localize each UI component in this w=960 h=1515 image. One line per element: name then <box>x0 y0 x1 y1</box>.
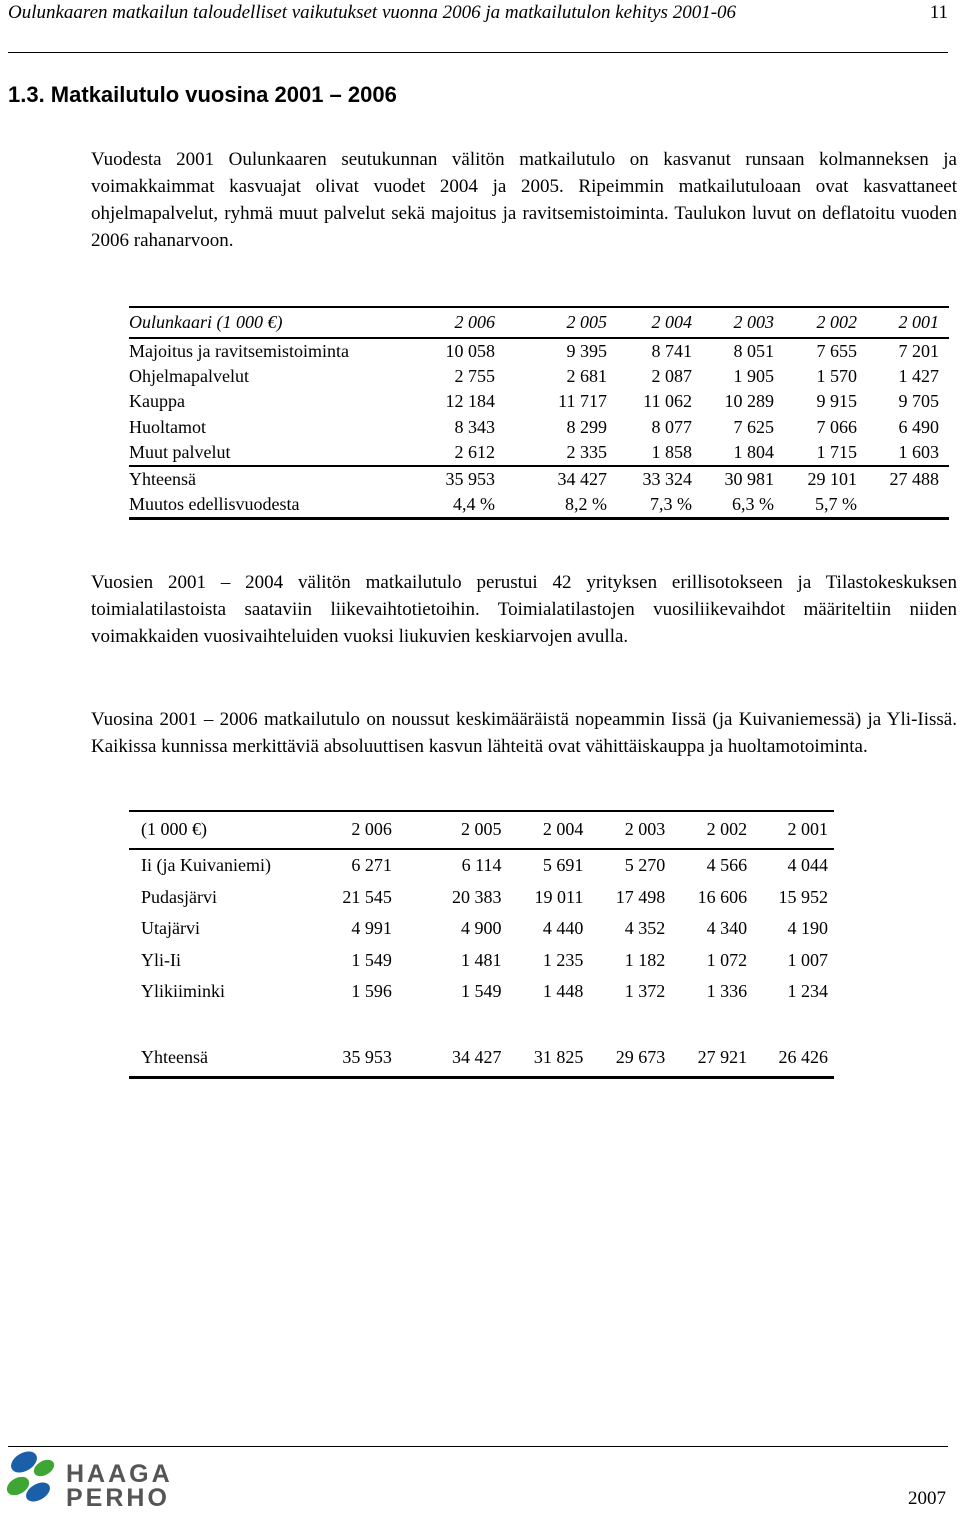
table-total-row <box>129 466 949 492</box>
table-cell: 7 625 <box>733 416 774 437</box>
table-cell: 29 101 <box>784 466 867 492</box>
row-label: Ohjelmapalvelut <box>129 366 249 387</box>
table-cell: 16 606 <box>697 886 748 907</box>
table-header-cell: 2 006 <box>419 307 505 338</box>
table-row <box>129 945 834 977</box>
table-cell: 2 612 <box>454 441 495 462</box>
table-cell: 34 427 <box>398 1041 508 1078</box>
table-cell: 1 007 <box>787 949 828 970</box>
table-change-row <box>129 492 949 519</box>
table-cell: 4 440 <box>542 918 584 938</box>
table-cell: 5 270 <box>624 855 666 875</box>
table-header-cell: Oulunkaari (1 000 €) <box>129 307 419 338</box>
table-cell: 4 566 <box>706 855 748 875</box>
table-cell: 4 991 <box>351 918 392 938</box>
table-cell: 6,3 % <box>702 492 784 519</box>
table-cell: 5,7 % <box>784 492 867 519</box>
footer-rule <box>8 1446 948 1447</box>
row-label: Ylikiiminki <box>141 981 226 1001</box>
table-cell: 15 952 <box>778 886 828 907</box>
table-header-cell: 2 004 <box>507 811 589 849</box>
table-header-cell: 2 003 <box>589 811 671 849</box>
table-row <box>129 913 834 945</box>
logo-text-line-1: HAAGA <box>66 1460 173 1488</box>
table-cell: 31 825 <box>507 1041 589 1078</box>
section-title: 1.3. Matkailutulo vuosina 2001 – 2006 <box>8 82 397 107</box>
table-cell: 1 549 <box>460 981 502 1001</box>
table-cell: 1 182 <box>624 949 666 970</box>
table-cell: 1 235 <box>542 949 584 970</box>
table-cell: 4 190 <box>787 918 828 938</box>
table-header-cell: 2 005 <box>505 307 617 338</box>
table-cell: 1 905 <box>733 366 774 387</box>
table-cell: 6 114 <box>461 855 502 875</box>
table-cell: 17 498 <box>615 886 666 907</box>
haaga-perho-logo <box>4 1450 179 1515</box>
table-cell: 35 953 <box>419 466 505 492</box>
row-label: Pudasjärvi <box>141 886 217 907</box>
header-rule <box>8 52 948 53</box>
table-row <box>129 849 834 882</box>
table-cell: 7 655 <box>816 341 857 361</box>
table-cell: 9 395 <box>566 341 607 361</box>
table-cell: 1 858 <box>651 441 692 462</box>
table-cell: 8 343 <box>454 416 495 437</box>
table-oulunkaari-tourism-income <box>129 306 949 520</box>
table-header-cell: 2 001 <box>867 307 949 338</box>
table-cell: 27 488 <box>867 466 949 492</box>
table-header-row <box>129 307 949 338</box>
table-cell: 2 681 <box>566 366 607 387</box>
table-cell: 1 427 <box>898 366 939 387</box>
row-label: Muutos edellisvuodesta <box>129 492 419 519</box>
table-cell: 7,3 % <box>617 492 702 519</box>
table-municipality-tourism-income <box>129 810 834 1079</box>
table-cell: 4 044 <box>787 855 828 875</box>
row-label: Yhteensä <box>129 1041 312 1078</box>
running-title: Oulunkaaren matkailun taloudelliset vaikutukset vuonna 2006 ja matkailutulon kehitys 2001-06 <box>8 2 737 23</box>
table-cell: 6 490 <box>898 416 939 437</box>
table-cell: 1 448 <box>542 981 584 1001</box>
table-header-cell: 2 002 <box>784 307 867 338</box>
table-cell: 27 921 <box>671 1041 753 1078</box>
row-label: Yli-Ii <box>141 949 181 970</box>
table-cell: 8 741 <box>651 341 692 361</box>
table-cell: 4 352 <box>624 918 666 938</box>
table-cell: 8 051 <box>733 341 774 361</box>
table-cell: 11 062 <box>643 391 692 412</box>
table-cell: 1 481 <box>460 949 502 970</box>
paragraph-municipalities: Vuosina 2001 – 2006 matkailutulo on noussut keskimääräistä nopeammin Iissä (ja Kuivaniemessä) ja Yli-Iissä. Kaikissa kunnissa merkittäviä absoluuttisen kasvun lähteitä ovat vähittäiskauppa ja huoltamotoiminta. <box>91 709 957 757</box>
table-row <box>129 882 834 914</box>
table-cell: 4 340 <box>706 918 748 938</box>
row-label: Utajärvi <box>141 918 200 938</box>
table-cell: 12 184 <box>445 391 495 412</box>
table-cell: 34 427 <box>505 466 617 492</box>
table-cell: 1 603 <box>898 441 939 462</box>
table-cell <box>867 492 949 519</box>
table-cell: 9 915 <box>816 391 857 412</box>
row-label: Huoltamot <box>129 416 206 437</box>
table-cell: 35 953 <box>312 1041 398 1078</box>
table-header-cell: 2 006 <box>312 811 398 849</box>
logo-mark-icon <box>4 1450 60 1510</box>
table-header-cell: 2 002 <box>671 811 753 849</box>
table-cell: 21 545 <box>342 886 392 907</box>
table-cell: 1 570 <box>816 366 857 387</box>
table-cell: 1 804 <box>733 441 774 462</box>
table-cell: 19 011 <box>534 886 584 907</box>
row-label: Majoitus ja ravitsemistoiminta <box>129 341 349 361</box>
table-cell: 4 900 <box>460 918 502 938</box>
table-cell: 1 072 <box>706 949 748 970</box>
table-header-cell: 2 004 <box>617 307 702 338</box>
table-cell: 9 705 <box>898 391 939 412</box>
table-cell: 8 299 <box>566 416 607 437</box>
footer-year: 2007 <box>908 1488 946 1509</box>
table-cell: 10 289 <box>724 391 774 412</box>
table-row <box>129 415 949 440</box>
page-number: 11 <box>929 2 948 23</box>
table-header-cell: 2 005 <box>398 811 508 849</box>
table-cell: 10 058 <box>445 341 495 361</box>
table-header-cell: 2 003 <box>702 307 784 338</box>
table-cell: 8,2 % <box>505 492 617 519</box>
row-label: Yhteensä <box>129 466 419 492</box>
table-cell: 5 691 <box>542 855 584 875</box>
table-cell: 8 077 <box>651 416 692 437</box>
table-cell: 7 066 <box>816 416 857 437</box>
table-total-row <box>129 1041 834 1078</box>
table-cell: 1 549 <box>351 949 392 970</box>
table-cell: 1 234 <box>787 981 828 1001</box>
table-cell: 1 596 <box>351 981 392 1001</box>
table-row <box>129 976 834 1008</box>
row-label: Kauppa <box>129 391 185 412</box>
table-spacer-cell <box>129 1008 834 1041</box>
table-cell: 1 336 <box>706 981 748 1001</box>
logo-text-line-2: PERHO <box>66 1484 170 1512</box>
row-label: Muut palvelut <box>129 441 231 462</box>
table-cell: 26 426 <box>753 1041 834 1078</box>
row-label: Ii (ja Kuivaniemi) <box>141 855 271 875</box>
table-cell: 20 383 <box>451 886 502 907</box>
table-header-cell: 2 001 <box>753 811 834 849</box>
running-header <box>8 2 948 24</box>
table-cell: 33 324 <box>617 466 702 492</box>
table-cell: 29 673 <box>589 1041 671 1078</box>
table-spacer-row <box>129 1008 834 1041</box>
table-cell: 2 087 <box>651 366 692 387</box>
table-cell: 1 715 <box>816 441 857 462</box>
table-cell: 7 201 <box>898 341 939 361</box>
table-cell: 2 755 <box>454 366 495 387</box>
table-cell: 11 717 <box>558 391 607 412</box>
table-cell: 1 372 <box>624 981 666 1001</box>
paragraph-method: Vuosien 2001 – 2004 välitön matkailutulo perustui 42 yrityksen erillisotokseen ja Tilastokeskuksen toimialatilastoista saataviin liikevaihtotietoihin. Toimialatilastojen vuosiliikevaihdot määriteltiin niiden voimakkaiden vuosivaihteluiden vuoksi liukuvien keskiarvojen avulla. <box>91 572 957 647</box>
table-cell: 2 335 <box>566 441 607 462</box>
table-row <box>129 338 949 364</box>
table-cell: 4,4 % <box>419 492 505 519</box>
table-row <box>129 364 949 389</box>
table-row <box>129 389 949 414</box>
table-header-cell: (1 000 €) <box>129 811 312 849</box>
table-header-row <box>129 811 834 849</box>
paragraph-intro: Vuodesta 2001 Oulunkaaren seutukunnan välitön matkailutulo on kasvanut runsaan kolmanneksen ja voimakkaimmat kasvuajat olivat vuodet 2004 ja 2005. Ripeimmin matkailutuloaan ovat kasvattaneet ohjelmapalvelut, ryhmä muut palvelut sekä majoitus ja ravitsemistoiminta. Taulukon luvut on deflatoitu vuoden 2006 rahanarvoon. <box>91 149 957 251</box>
table-cell: 6 271 <box>351 855 392 875</box>
table-cell: 30 981 <box>702 466 784 492</box>
table-row <box>129 440 949 466</box>
